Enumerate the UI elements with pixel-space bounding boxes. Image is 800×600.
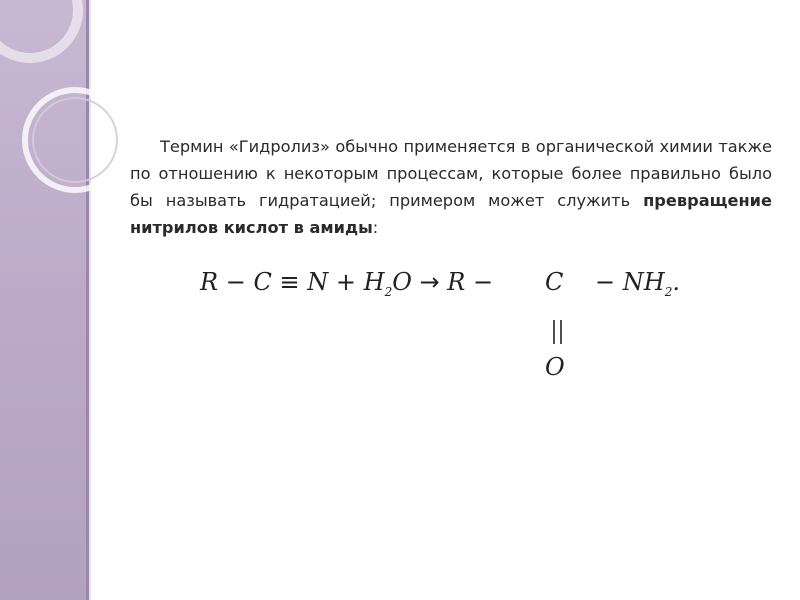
paragraph-emphasis: превращение нитрилов кислот в амиды <box>130 191 772 237</box>
double-bond-icon <box>551 318 565 346</box>
eq-period: . <box>672 268 680 296</box>
body-paragraph <box>130 133 772 241</box>
eq-triple-bond: ≡ <box>279 268 300 296</box>
eq-nh-sub: 2 <box>664 284 673 299</box>
eq-r2: R <box>447 268 466 296</box>
paragraph-end: : <box>372 218 379 237</box>
paragraph-text: Термин «Гидролиз» обычно применяется в органической химии также по отношению к некоторым процессам, которые более правильно было бы называть гидратацией; примером может служить <box>130 137 772 210</box>
eq-c1: C <box>253 268 272 296</box>
eq-plus: + <box>335 268 356 296</box>
ring-top <box>0 0 78 58</box>
eq-r1: R <box>200 268 219 296</box>
eq-nh: NH <box>622 268 665 296</box>
ring-middle-inner <box>33 98 117 182</box>
eq-minus1: − <box>225 268 246 296</box>
eq-arrow: → <box>419 268 440 296</box>
eq-h: H <box>363 268 385 296</box>
eq-o1: O <box>392 268 412 296</box>
equation-left <box>200 268 493 299</box>
equation-right <box>595 268 680 299</box>
ring-middle-outer <box>25 90 125 190</box>
eq-h-sub: 2 <box>384 284 393 299</box>
eq-minus2: − <box>473 268 494 296</box>
eq-n: N <box>307 268 329 296</box>
eq-o2: O <box>545 353 565 381</box>
eq-c2: C <box>545 268 564 296</box>
eq-minus3: − <box>595 268 616 296</box>
